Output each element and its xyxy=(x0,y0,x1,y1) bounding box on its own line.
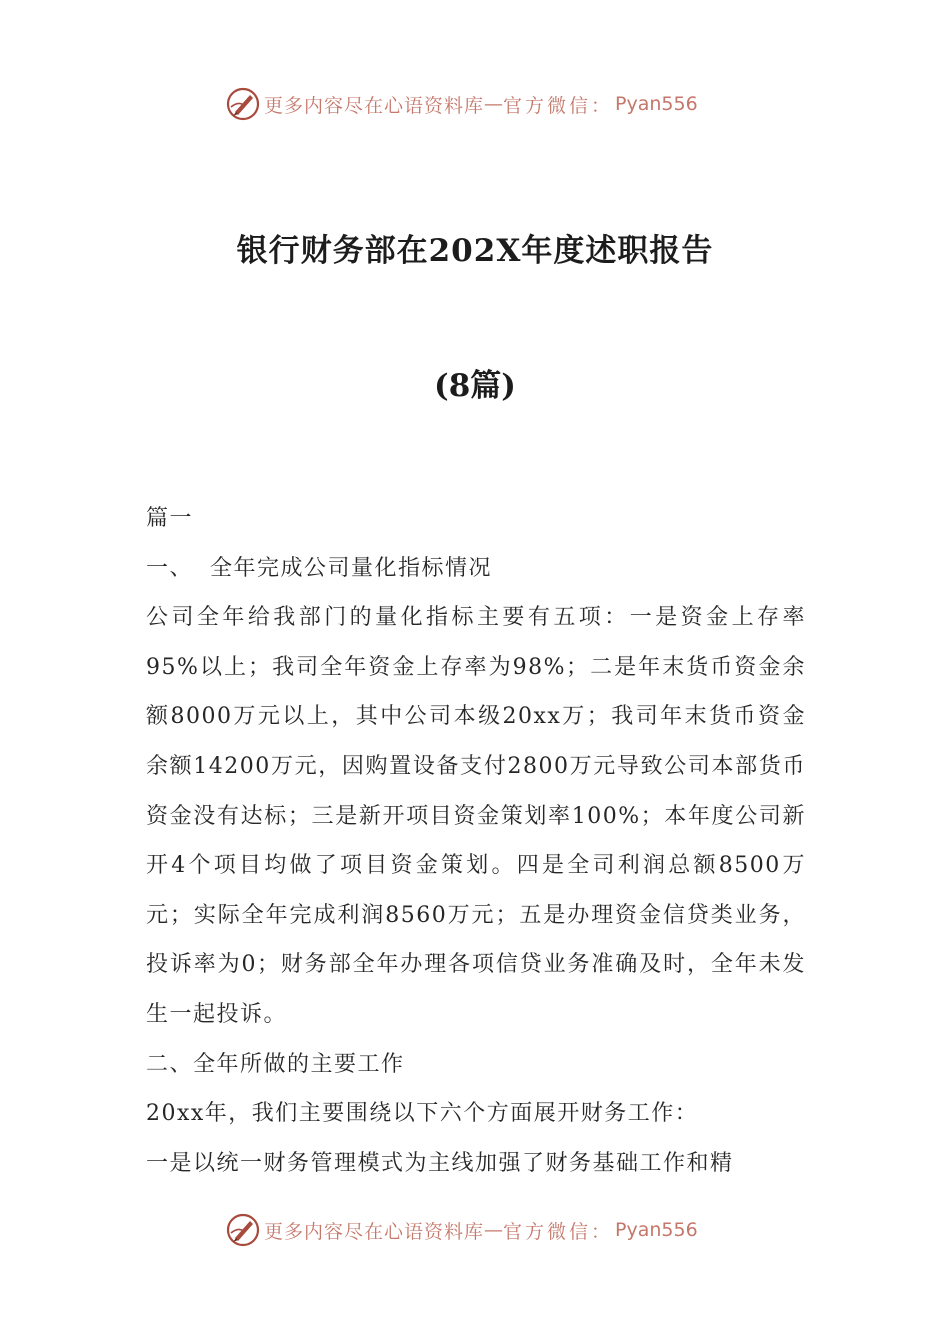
watermark-wechat-label: 官方微信： xyxy=(503,1220,614,1243)
pen-logo-icon xyxy=(226,87,260,121)
watermark-wechat-label: 官方微信： xyxy=(503,94,614,117)
heading-two: 二、全年所做的主要工作 xyxy=(146,1051,405,1077)
watermark-separator: — xyxy=(484,1219,504,1241)
watermark-brand-text: 更多内容尽在心语资料库 xyxy=(264,94,485,117)
paragraph-quantitative-targets: 公司全年给我部门的量化指标主要有五项：一是资金上存率95%以上；我司全年资金上存率为98%；二是年末货币资金余额8000万元以上，其中公司本级20xx万；我司年末货币资金余额14200万元，因购置设备支付2800万元导致公司本部货币资金没有达标；三是新开项目资金策划率100%；本年度公司新开4个项目均做了项目资金策划。四是全司利润总额8500万元；实际全年完成利润8560万元；五是办理资金信贷类业务，投诉率为0；财务部全年办理各项信贷业务准确及时，全年未发生一起投诉。 xyxy=(146,605,806,1027)
watermark-wechat-id: Pyan556 xyxy=(615,1219,698,1241)
watermark-wechat-id: Pyan556 xyxy=(615,93,698,115)
heading-one: 一、 全年完成公司量化指标情况 xyxy=(146,555,492,581)
document-subtitle: (8篇) xyxy=(434,368,516,404)
paragraph-work-intro: 20xx年，我们主要围绕以下六个方面展开财务工作： xyxy=(146,1101,699,1127)
watermark-separator: — xyxy=(484,93,504,115)
header-watermark xyxy=(226,84,746,124)
document-body xyxy=(146,494,806,1188)
section-label: 篇一 xyxy=(146,506,194,531)
pen-logo-icon xyxy=(226,1213,260,1247)
watermark-brand-text: 更多内容尽在心语资料库 xyxy=(264,1220,485,1243)
document-title: 银行财务部在202X年度述职报告 xyxy=(236,233,714,269)
footer-watermark xyxy=(226,1210,746,1250)
paragraph-first-point: 一是以统一财务管理模式为主线加强了财务基础工作和精 xyxy=(146,1150,734,1176)
